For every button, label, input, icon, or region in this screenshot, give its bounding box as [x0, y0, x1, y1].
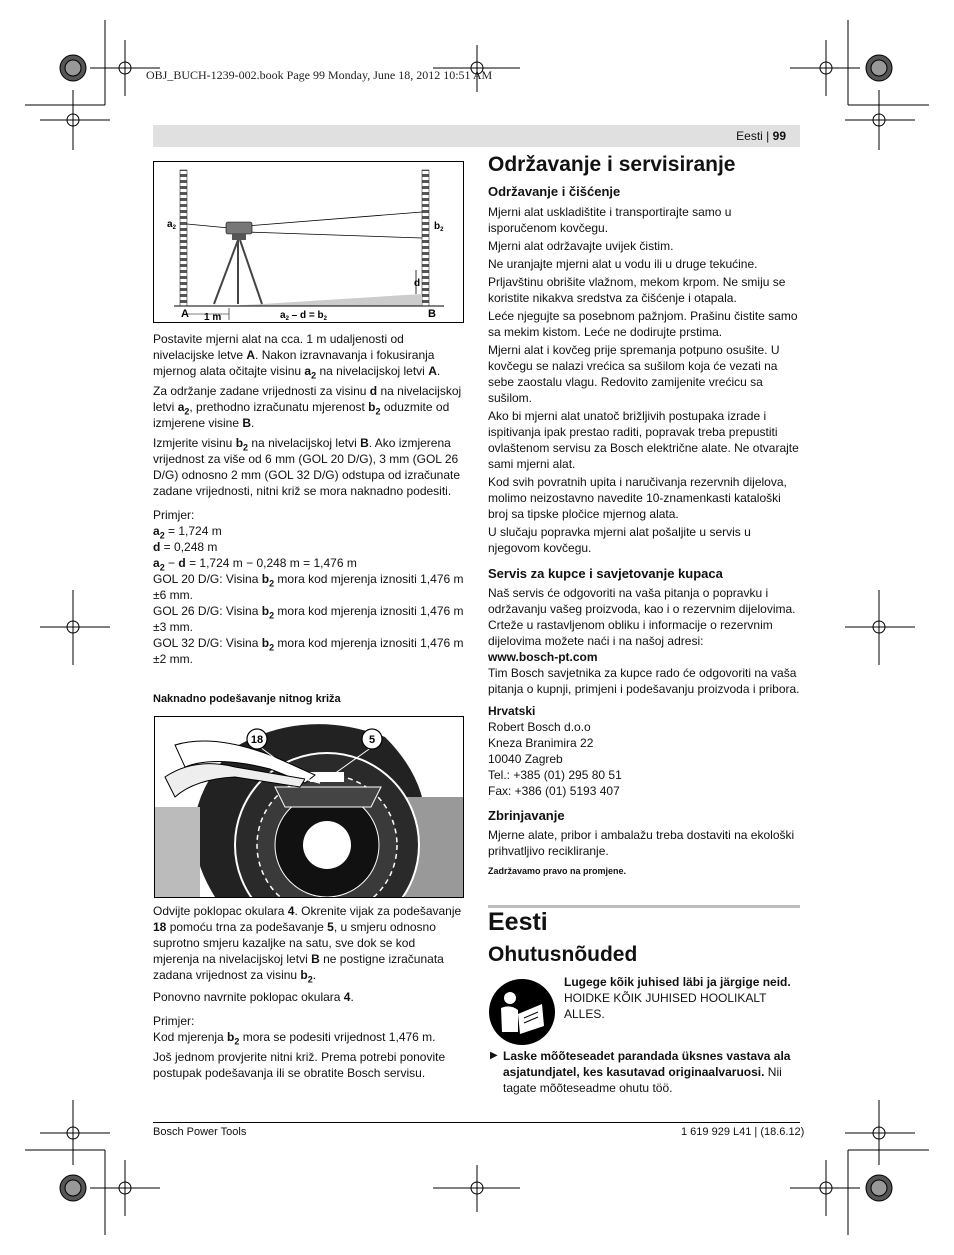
example-a2: $a_2 = 1,724$ m	[153, 524, 222, 541]
label-b2: $b_2$	[434, 221, 444, 233]
paragraph-eyepiece: Odvijte poklopac okulara 4. Okrenite vijak za podešavanje 18 pomoću trna za podešavanje 5, u smjeru odnosno suprotno smjeru kazaljke na satu, sve dok se kod mjerenja na nivelacijskoj letvi B ne postigne izračunata zadana vrijednost za visinu $b_2$.	[153, 904, 462, 985]
address-fax: Fax: +386 (01) 5193 407	[488, 784, 620, 798]
label-A: A	[181, 308, 189, 320]
clean-8: Kod svih povratnih upita i naručivanja rezervnih dijelova, molimo neizostavno navedite 10-znamenkasti kataloški broj sa tipske pločice mjernog alata.	[488, 475, 787, 521]
footer-doc-number: 1 619 929 L41 | (18.6.12)	[681, 1126, 805, 1138]
address-line-1: Robert Bosch d.o.o	[488, 720, 591, 734]
callout-18: 18	[250, 734, 264, 746]
read-manual-icon	[488, 978, 556, 1046]
page-header	[153, 125, 800, 147]
example2-text: Kod mjerenja $b_2$ mora se podesiti vrijednost 1,476 m.	[153, 1030, 436, 1047]
page-header-text	[736, 129, 786, 143]
example-label: Primjer:	[153, 508, 195, 522]
heading-adjust: Naknadno podešavanje nitnog križa	[153, 693, 341, 705]
heading-eesti: Eesti	[488, 908, 548, 936]
leveling-diagram-svg	[154, 162, 463, 322]
example-gol20: GOL 20 D/G: Visina $b_2$ mora kod mjerenja iznositi 1,476 m ±6 mm.	[153, 572, 464, 602]
heading-disposal: Zbrinjavanje	[488, 808, 565, 823]
adjustment-figure	[154, 716, 464, 898]
safety-bullet	[503, 1048, 800, 1096]
leveling-diagram	[153, 161, 464, 323]
heading-maintenance: Održavanje i servisiranje	[488, 153, 736, 176]
paragraph-cap: Ponovno navrnite poklopac okulara 4.	[153, 990, 354, 1004]
reserve-note: Zadržavamo pravo na promjene.	[488, 866, 627, 876]
clean-5: Leće njegujte sa posebnom pažnjom. Prašinu čistite samo sa mekim kistom. Leće ne dodirujte prstima.	[488, 309, 798, 339]
paragraph-recheck: Još jednom provjerite nitni križ. Prema potrebi ponovite postupak podešavanja ili se obratite Bosch servisu.	[153, 1050, 446, 1080]
label-distance: 1 m	[204, 312, 222, 322]
clean-3: Ne uranjajte mjerni alat u vodu ili u druge tekućine.	[488, 257, 758, 271]
example-d: d = 0,248 m	[153, 540, 218, 554]
safety-caps: HOIDKE KÕIK JUHISED HOOLIKALT ALLES.	[564, 991, 767, 1021]
paragraph-measure: Izmjerite visinu $b_2$ na nivelacijskoj letvi B. Ako izmjerena vrijednost za više od 6 mm (GOL 20 D/G), 3 mm (GOL 26 D/G) odnosno 2 mm (GOL 32 D/G) odstupa od izračunate zadane vrijednosti, nitni križ se mora naknadno podesiti.	[153, 436, 461, 498]
footer-rule	[153, 1122, 800, 1123]
service-2: Tim Bosch savjetnika za kupce rado će odgovoriti na vaša pitanja o kupnji, primjeni i podešavanju proizvoda i pribora.	[488, 666, 800, 696]
left-column-top	[153, 331, 464, 667]
clean-9: U slučaju popravka mjerni alat pošaljite u servis u njegovom kovčegu.	[488, 525, 751, 555]
address-line-2: Kneza Branimira 22	[488, 736, 594, 750]
adjustment-figure-svg	[155, 717, 463, 897]
example-gol32: GOL 32 D/G: Visina $b_2$ mora kod mjerenja iznositi 1,476 m ±2 mm.	[153, 636, 464, 666]
bullet-symbol: ▶	[490, 1050, 498, 1061]
address-tel: Tel.: +385 (01) 295 80 51	[488, 768, 622, 782]
example-calc: $a_2 - d = 1,724$ m − 0,248 m = 1,476 m	[153, 556, 357, 573]
country-label: Hrvatski	[488, 704, 536, 718]
service-1: Naš servis će odgovoriti na vaša pitanja o popravku i održavanju vašeg proizvoda, kao i o rezervnim dijelovima. Crteže u rastavljenom obliku i informacije o rezervnim dijelovima možete naći i na našoj adresi:	[488, 586, 796, 648]
safety-bold: Lugege kõik juhised läbi ja järgige neid.	[564, 975, 791, 989]
clean-7: Ako bi mjerni alat unatoč brižljivih postupaka izrade i ispitivanja ipak prestao raditi, popravak treba prepustiti ovlaštenom servisu za Bosch električne alate. Ne otvarajte sami mjerni alat.	[488, 409, 799, 471]
right-column-top	[488, 152, 800, 879]
clean-6: Mjerni alat i kovčeg prije spremanja potpuno osušite. U kovčegu se nalazi vrećica sa sušilom koja će vezati na sebe zaostalu vlagu. Redovito zamijenite vrećicu sa sušilom.	[488, 343, 780, 405]
clean-1: Mjerni alat uskladištite i transportirajte samo u isporučenom kovčegu.	[488, 205, 732, 235]
footer-brand: Bosch Power Tools	[153, 1126, 247, 1138]
label-a2: $a_2$	[167, 219, 176, 231]
header-section: Eesti	[736, 129, 763, 143]
eesti-section	[488, 907, 800, 968]
example-gol26: GOL 26 D/G: Visina $b_2$ mora kod mjerenja iznositi 1,476 m ±3 mm.	[153, 604, 464, 634]
disposal-text: Mjerne alate, pribor i ambalažu treba dostaviti na ekološki prihvatljivo recikliranje.	[488, 828, 795, 858]
clean-2: Mjerni alat održavajte uvijek čistim.	[488, 239, 674, 253]
safety-bullet-text: Laske mõõteseadet parandada üksnes vastava ala asjatundjatel, kes kasutavad originaalvaruosi. Nii tagate mõõteseadme ohutu töö.	[503, 1049, 791, 1095]
paragraph-setup: Postavite mjerni alat na cca. 1 m udaljenosti od nivelacijske letve A. Nakon izravnavanja i fokusiranja mjernog alata očitajte visinu $a_2$ na nivelacijskoj letvi A.	[153, 332, 441, 381]
heading-safety: Ohutusnõuded	[488, 943, 638, 966]
heading-cleaning: Održavanje i čišćenje	[488, 184, 621, 199]
clean-4: Prljavštinu obrišite vlažnom, mekom krpom. Ne smiju se koristite nikakva sredstva za čišćenje i otapala.	[488, 275, 786, 305]
print-info: OBJ_BUCH-1239-002.book Page 99 Monday, June 18, 2012 10:51 AM	[146, 68, 493, 82]
left-column-bottom	[153, 903, 464, 1081]
label-d: d	[414, 278, 421, 289]
label-B: B	[428, 308, 436, 320]
paragraph-target: Za održanje zadane vrijednosti za visinu d na nivelacijskoj letvi $a_2$, prethodno izračunatu mjerenost $b_2$ oduzmite od izmjerene visine B.	[153, 384, 462, 430]
address-line-3: 10040 Zagreb	[488, 752, 563, 766]
header-separator: |	[762, 129, 773, 143]
service-url[interactable]: www.bosch-pt.com	[488, 650, 598, 664]
label-formula: $a_2 - d = b_2$	[280, 310, 327, 322]
callout-5: 5	[368, 734, 376, 746]
heading-service: Servis za kupce i savjetovanje kupaca	[488, 566, 723, 581]
safety-intro	[564, 974, 800, 1022]
page-number: 99	[772, 129, 786, 143]
example2-label: Primjer:	[153, 1014, 195, 1028]
